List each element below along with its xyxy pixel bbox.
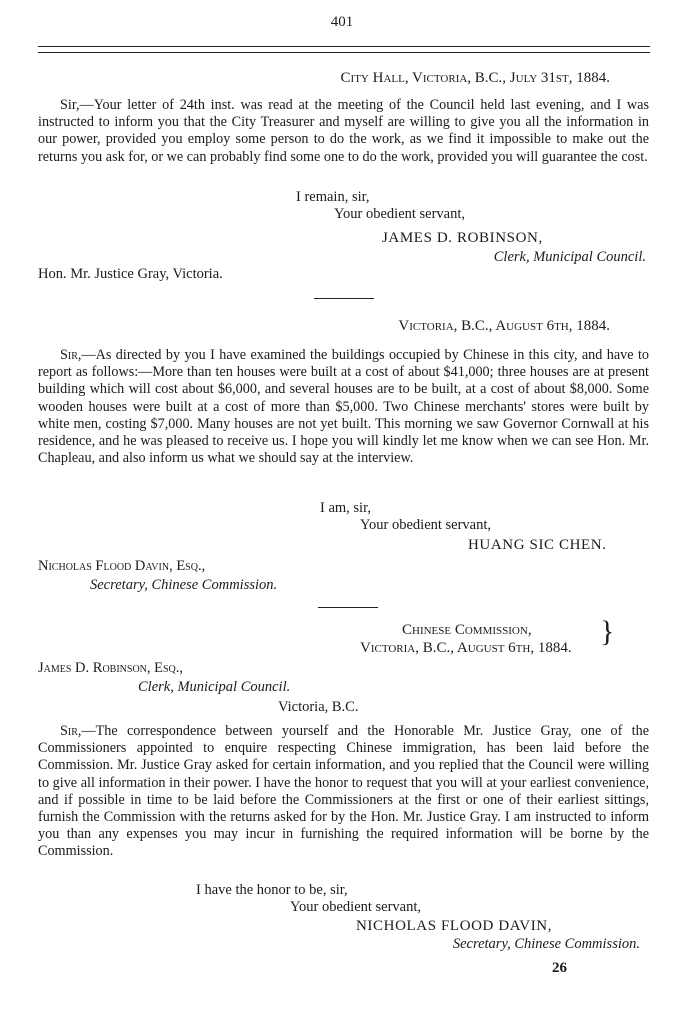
header-rule-thin: [38, 52, 650, 53]
letter3-body: [38, 723, 649, 861]
letter1-addressee: Hon. Mr. Justice Gray, Victoria.: [38, 266, 223, 282]
letter3-addressee-place: Victoria, B.C.: [278, 699, 359, 715]
letter1-body-text: —Your letter of 24th inst. was read at the meeting of the Council held last evening, and I was instructed to inform you that the City Treasurer and myself are willing to give you all the information in our power, provided you employ some person to do the work, as we find it impossible to make out the returns you ask for, or we can probably find some one to do the work, provided you will guarantee the cost.: [38, 97, 649, 165]
letter1-closing-2: Your obedient servant,: [334, 206, 466, 222]
letter2-heading: Victoria, B.C., August 6th, 1884.: [398, 318, 610, 334]
letter1-closing-1: I remain, sir,: [296, 189, 370, 205]
letter2-addressee-title: Secretary, Chinese Commission.: [90, 577, 278, 593]
letter3-addressee-name: James D. Robinson, Esq.,: [38, 660, 184, 676]
letter3-closing-1: I have the honor to be, sir,: [196, 882, 348, 898]
letter3-addressee-title: Clerk, Municipal Council.: [138, 679, 291, 695]
separator-2: [318, 607, 378, 608]
letter2-closing-2: Your obedient servant,: [360, 517, 492, 533]
letter3-body-text: —The correspondence between yourself and the Honorable Mr. Justice Gray, one of the Commissioners appointed to enquire respecting Chinese immigration, has been laid before the Commission. Mr. Justice Gray asked for certain information, and you replied that the Council were willing to give all information in their power. I have the honor to request that you will at your earliest convenience, and if possible in time to be laid before the Commissioners at the first or one of their earliest sittings, furnish the Commission with the returns asked for by the Hon. Mr. Justice Gray. I am instructed to inform you than any expenses you may incur in furnishing the required information will be borne by the Commission.: [38, 723, 649, 860]
letter3-closing-2: Your obedient servant,: [290, 899, 422, 915]
letter1-heading: City Hall, Victoria, B.C., July 31st, 1884.: [340, 70, 610, 86]
separator-1: [314, 298, 374, 299]
page-number: 401: [330, 14, 354, 30]
letter2-closing-1: I am, sir,: [320, 500, 371, 516]
letter3-signer-title: Secretary, Chinese Commission.: [452, 936, 640, 952]
letter2-salutation: Sir,: [60, 347, 82, 363]
letter1-signer-title: Clerk, Municipal Council.: [493, 249, 646, 265]
letter3-signer: NICHOLAS FLOOD DAVIN,: [356, 918, 553, 934]
letter2-body-text: —As directed by you I have examined the buildings occupied by Chinese in this city, and have to report as follows:—More than ten houses were built at a cost of about $41,000; three houses are at present building which will cost about $6,000, and several houses are to be built, at a cost of about $8,000. Some wooden houses were built at a cost of more than $5,000. Two Chinese merchants' stores were built by white men, costing $7,000. Many houses are not yet built. This morning we saw Governor Cornwall at his residence, and he was pleased to receive us. I hope you will kindly let me know when we can see Hon. Mr. Chapleau, and also inform us what we should say at the interview.: [38, 347, 649, 467]
letter3-salutation: Sir,: [60, 723, 82, 739]
letter2-addressee-name: Nicholas Flood Davin, Esq.,: [38, 558, 206, 574]
letter2-body: [38, 347, 649, 467]
letter3-heading-line1: Chinese Commission,: [402, 622, 532, 638]
header-rule-thick: [38, 46, 650, 47]
letter3-heading-line2: Victoria, B.C., August 6th, 1884.: [360, 640, 572, 656]
letter1-body: [38, 97, 649, 166]
letter2-signer: HUANG SIC CHEN.: [468, 537, 607, 553]
letter1-salutation: Sir,: [60, 97, 80, 113]
footer-number: 26: [552, 960, 567, 976]
heading-brace: }: [600, 615, 615, 648]
letter1-signer: JAMES D. ROBINSON,: [382, 230, 543, 246]
